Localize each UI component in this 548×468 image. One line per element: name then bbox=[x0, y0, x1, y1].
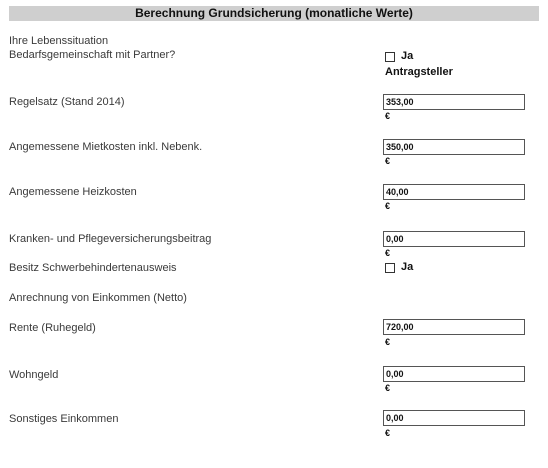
wohngeld-currency: € bbox=[385, 383, 391, 393]
schwerbehinderung-label: Besitz Schwerbehindertenausweis bbox=[9, 262, 177, 274]
partner-checkbox[interactable] bbox=[385, 52, 395, 62]
wohngeld-label: Wohngeld bbox=[9, 369, 59, 381]
sonstiges-currency: € bbox=[385, 428, 391, 438]
regelsatz-label: Regelsatz (Stand 2014) bbox=[9, 96, 125, 108]
einkommen-heading: Anrechnung von Einkommen (Netto) bbox=[9, 292, 187, 304]
lebenssituation-heading: Ihre Lebenssituation bbox=[9, 35, 109, 47]
regelsatz-currency: € bbox=[385, 111, 391, 121]
kv-beitrag-input[interactable]: 0,00 bbox=[383, 231, 525, 247]
rente-label: Rente (Ruhegeld) bbox=[9, 322, 96, 334]
antragsteller-label: Antragsteller bbox=[385, 66, 453, 78]
sonstiges-label: Sonstiges Einkommen bbox=[9, 413, 119, 425]
schwerbehinderung-checkbox-label: Ja bbox=[401, 261, 414, 273]
regelsatz-input[interactable]: 353,00 bbox=[383, 94, 525, 110]
form-title: Berechnung Grundsicherung (monatliche Werte) bbox=[9, 6, 539, 21]
partner-label: Bedarfsgemeinschaft mit Partner? bbox=[9, 49, 176, 61]
sonstiges-input[interactable]: 0,00 bbox=[383, 410, 525, 426]
rente-input[interactable]: 720,00 bbox=[383, 319, 525, 335]
wohngeld-input[interactable]: 0,00 bbox=[383, 366, 525, 382]
schwerbehinderung-checkbox[interactable] bbox=[385, 263, 395, 273]
mietkosten-currency: € bbox=[385, 156, 391, 166]
heizkosten-label: Angemessene Heizkosten bbox=[9, 186, 137, 198]
mietkosten-input[interactable]: 350,00 bbox=[383, 139, 525, 155]
kv-beitrag-label: Kranken- und Pflegeversicherungsbeitrag bbox=[9, 233, 212, 245]
partner-checkbox-label: Ja bbox=[401, 50, 414, 62]
mietkosten-label: Angemessene Mietkosten inkl. Nebenk. bbox=[9, 141, 203, 153]
heizkosten-currency: € bbox=[385, 201, 391, 211]
kv-beitrag-currency: € bbox=[385, 248, 391, 258]
heizkosten-input[interactable]: 40,00 bbox=[383, 184, 525, 200]
rente-currency: € bbox=[385, 337, 391, 347]
